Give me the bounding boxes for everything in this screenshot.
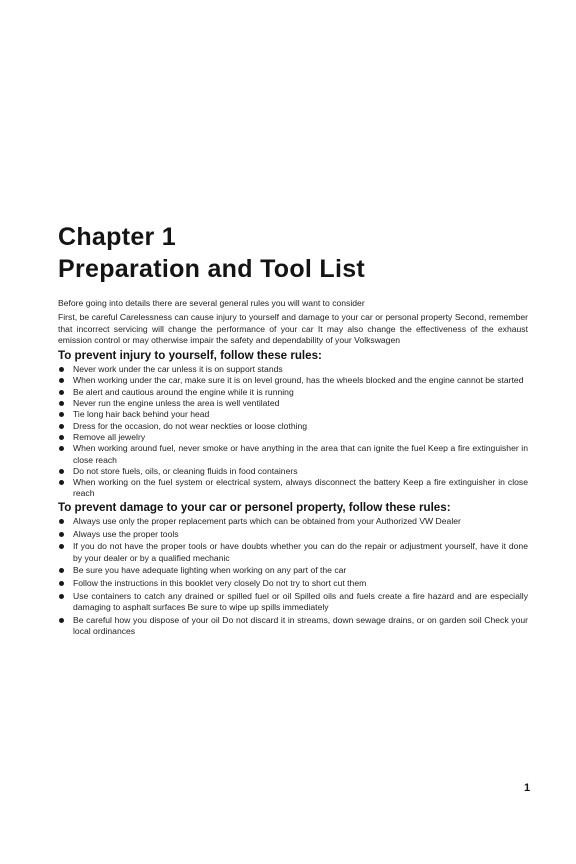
- bullet-icon: [59, 412, 64, 417]
- page-number: 1: [524, 782, 531, 794]
- list-item: [58, 565, 528, 576]
- bullet-icon: [59, 435, 64, 440]
- list-item: [58, 443, 528, 466]
- injury-rules-list: [58, 364, 528, 500]
- bullet-icon: [59, 424, 64, 429]
- list-item: [58, 477, 528, 500]
- list-item-text: Be careful how you dispose of your oil Do not discard it in streams, down sewage drains, or on garden soil Check your local ordinances: [73, 615, 528, 637]
- list-item-text: Do not store fuels, oils, or cleaning fluids in food containers: [73, 465, 298, 476]
- list-item: [58, 421, 528, 432]
- list-item-text: Remove all jewelry: [73, 431, 146, 442]
- list-item-text: When working around fuel, never smoke or have anything in the area that can ignite the fuel Keep a fire extinguisher in close reach: [73, 443, 528, 465]
- chapter-title: [58, 221, 365, 285]
- list-item-text: Never run the engine unless the area is well ventilated: [73, 398, 280, 409]
- list-item-text: Be sure you have adequate lighting when working on any part of the car: [73, 565, 347, 576]
- list-item-text: Tie long hair back behind your head: [73, 409, 210, 420]
- bullet-icon: [59, 446, 64, 451]
- list-item: [58, 375, 528, 386]
- bullet-icon: [59, 544, 64, 549]
- bullet-icon: [59, 367, 64, 372]
- bullet-icon: [59, 390, 64, 395]
- list-item-text: Be alert and cautious around the engine while it is running: [73, 386, 294, 397]
- injury-rules-heading: To prevent injury to yourself, follow these rules:: [58, 349, 322, 363]
- bullet-icon: [59, 594, 64, 599]
- chapter-number: Chapter 1: [58, 223, 177, 251]
- list-item: [58, 432, 528, 443]
- list-item: [58, 364, 528, 375]
- bullet-icon: [59, 480, 64, 485]
- property-rules-list: [58, 516, 528, 638]
- list-item: [58, 541, 528, 564]
- bullet-icon: [59, 532, 64, 537]
- list-item: [58, 578, 528, 589]
- list-item: [58, 387, 528, 398]
- intro-text: Before going into details there are several general rules you will want to consider: [58, 298, 365, 308]
- list-item-text: Always use the proper tools: [73, 528, 179, 539]
- list-item-text: When working under the car, make sure it is on level ground, has the wheels blocked and the engine cannot be started: [73, 375, 524, 386]
- list-item-text: If you do not have the proper tools or have doubts whether you can do the repair or adjustment yourself, have it done by your dealer or by a qualified mechanic: [73, 541, 528, 563]
- chapter-body: [58, 298, 528, 639]
- cautions-paragraph: First, be careful Carelessness can cause injury to yourself and damage to your car or personal property Second, remember that incorrect servicing will change the performance of your car It may also change the effectiveness of the exhaust emission control or may otherwise impair the safety and dependability of your Volkswagen: [58, 312, 528, 345]
- list-item-text: Use containers to catch any drained or spilled fuel or oil Spilled oils and fuels create a fire hazard and are especially damaging to asphalt surfaces Be sure to wipe up spills immediately: [73, 591, 528, 613]
- bullet-icon: [59, 401, 64, 406]
- bullet-icon: [59, 519, 64, 524]
- list-item: [58, 398, 528, 409]
- bullet-icon: [59, 618, 64, 623]
- list-item: [58, 591, 528, 614]
- list-item: [58, 466, 528, 477]
- list-item-text: Always use only the proper replacement parts which can be obtained from your Authorized VW Dealer: [73, 515, 461, 526]
- list-item: [58, 529, 528, 540]
- chapter-name: Preparation and Tool List: [58, 255, 366, 283]
- bullet-icon: [59, 581, 64, 586]
- list-item-text: When working on the fuel system or electrical system, always disconnect the battery Keep a fire extinguisher in close reach: [73, 477, 528, 499]
- bullet-icon: [59, 378, 64, 383]
- bullet-icon: [59, 469, 64, 474]
- list-item-text: Never work under the car unless it is on support stands: [73, 364, 283, 375]
- list-item-text: Dress for the occasion, do not wear neckties or loose clothing: [73, 420, 308, 431]
- list-item-text: Follow the instructions in this booklet very closely Do not try to short cut them: [73, 578, 367, 589]
- property-rules-heading: To prevent damage to your car or personel property, follow these rules:: [58, 500, 451, 514]
- list-item: [58, 409, 528, 420]
- list-item: [58, 615, 528, 638]
- list-item: [58, 516, 528, 527]
- bullet-icon: [59, 568, 64, 573]
